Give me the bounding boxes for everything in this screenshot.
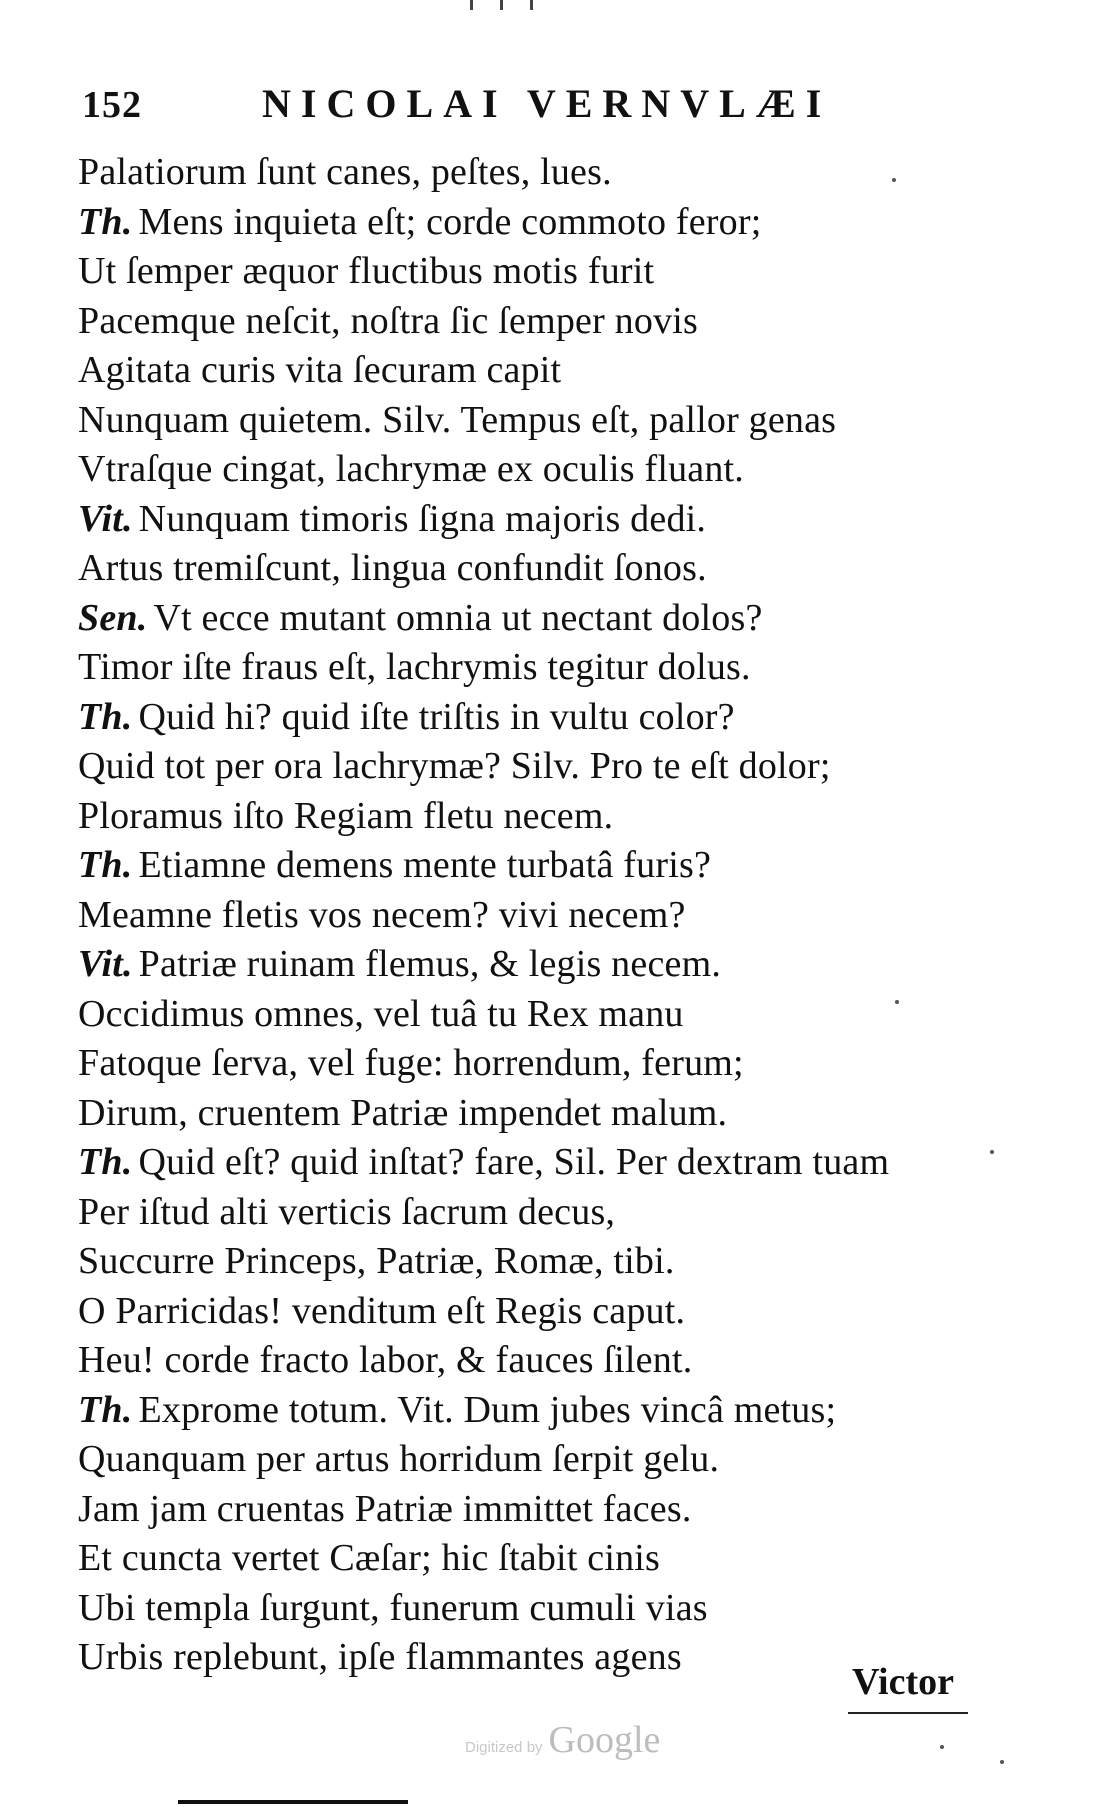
verse-line bbox=[78, 841, 1018, 891]
verse-line bbox=[78, 1237, 1018, 1287]
verse-text: Quanquam per artus horridum ſerpit gelu. bbox=[78, 1438, 720, 1480]
verse-text: Per iſtud alti verticis ſacrum decus, bbox=[78, 1190, 616, 1233]
verse-text: Nunquam quietem. Silv. Tempus eſt, pallor genas bbox=[78, 398, 837, 441]
bottom-edge-rule bbox=[178, 1800, 408, 1804]
verse-line bbox=[78, 148, 1018, 198]
verse-line bbox=[78, 643, 1018, 693]
verse-line bbox=[78, 940, 1018, 990]
speaker-label: Th. bbox=[78, 844, 133, 886]
speaker-label: Vit. bbox=[78, 943, 133, 985]
verse-line bbox=[78, 1386, 1018, 1436]
speaker-label: Vit. bbox=[78, 497, 133, 540]
verse-text: Ploramus iſto Regiam fletu necem. bbox=[78, 794, 614, 837]
speaker-label: Th. bbox=[78, 695, 133, 738]
verse-text: Quid hi? quid iſte triſtis in vultu color? bbox=[138, 695, 735, 738]
verse-text: Patriæ ruinam flemus, & legis necem. bbox=[138, 943, 722, 985]
verse-text: Palatiorum ſunt canes, peſtes, lues. bbox=[78, 151, 612, 193]
catchword-underline bbox=[848, 1712, 968, 1714]
verse-line bbox=[78, 1485, 1018, 1535]
verse-line bbox=[78, 346, 1018, 396]
verse-line bbox=[78, 198, 1018, 248]
verse-text: Heu! corde fracto labor, & fauces ſilent. bbox=[78, 1339, 693, 1381]
speaker-label: Th. bbox=[78, 200, 133, 243]
verse-line bbox=[78, 1287, 1018, 1337]
verse-line bbox=[78, 396, 1018, 446]
verse-text: Jam jam cruentas Patriæ immittet faces. bbox=[78, 1487, 692, 1530]
verse-line bbox=[78, 247, 1018, 297]
verse-text: Ubi templa ſurgunt, funerum cumuli vias bbox=[78, 1586, 708, 1629]
verse-text: Etiamne demens mente turbatâ furis? bbox=[138, 844, 712, 886]
verse-text: Fatoque ſerva, vel fuge: horrendum, ferum; bbox=[78, 1042, 744, 1084]
verse-line bbox=[78, 1534, 1018, 1584]
verse-text: Ut ſemper æquor fluctibus motis furit bbox=[78, 250, 655, 292]
verse-line bbox=[78, 297, 1018, 347]
verse-line bbox=[78, 1138, 1018, 1188]
verse-line bbox=[78, 1435, 1018, 1485]
verse-text: Occidimus omnes, vel tuâ tu Rex manu bbox=[78, 992, 684, 1035]
verse-line bbox=[78, 891, 1018, 941]
speaker-label: Th. bbox=[78, 1388, 133, 1431]
verse-text: Nunquam timoris ſigna majoris dedi. bbox=[138, 497, 707, 540]
verse-text: Pacemque neſcit, noſtra ſic ſemper novis bbox=[78, 299, 699, 342]
verse-line bbox=[78, 742, 1018, 792]
verse-line bbox=[78, 1336, 1018, 1386]
verse-text: Quid tot per ora lachrymæ? Silv. Pro te eſt dolor; bbox=[78, 745, 831, 787]
verse-line bbox=[78, 1039, 1018, 1089]
verse-text: Timor iſte fraus eſt, lachrymis tegitur dolus. bbox=[78, 646, 751, 688]
verse-text: Exprome totum. Vit. Dum jubes vincâ metus; bbox=[138, 1388, 837, 1431]
verse-line bbox=[78, 693, 1018, 743]
verse-text: Urbis replebunt, ipſe flammantes agens bbox=[78, 1636, 682, 1678]
verse-text: O Parricidas! venditum eſt Regis caput. bbox=[78, 1289, 686, 1332]
verse-line bbox=[78, 544, 1018, 594]
verse-line bbox=[78, 445, 1018, 495]
running-head: NICOLAI VERNVLÆI bbox=[262, 81, 832, 126]
verse-text: Meamne fletis vos necem? vivi necem? bbox=[78, 893, 686, 936]
verse-line bbox=[78, 1188, 1018, 1238]
verse-text: Vt ecce mutant omnia ut nectant dolos? bbox=[153, 596, 763, 639]
verse-text: Quid eſt? quid inſtat? fare, Sil. Per dextram tuam bbox=[138, 1141, 890, 1183]
verse-text: Vtraſque cingat, lachrymæ ex oculis fluant. bbox=[78, 448, 745, 490]
digitization-watermark bbox=[465, 1718, 660, 1762]
verse-text: Artus tremiſcunt, lingua confundit ſonos. bbox=[78, 547, 707, 589]
watermark-prefix: Digitized by bbox=[465, 1739, 543, 1756]
verse-text: Succurre Princeps, Patriæ, Romæ, tibi. bbox=[78, 1240, 675, 1282]
verse-line bbox=[78, 792, 1018, 842]
verse-line bbox=[78, 990, 1018, 1040]
speaker-label: Sen. bbox=[78, 596, 148, 639]
top-edge-marks bbox=[470, 0, 550, 14]
page-number: 152 bbox=[82, 84, 142, 126]
verse-line bbox=[78, 1089, 1018, 1139]
page-header bbox=[82, 80, 982, 130]
verse-text: Et cuncta vertet Cæſar; hic ſtabit cinis bbox=[78, 1537, 661, 1579]
verse-line bbox=[78, 594, 1018, 644]
verse-body bbox=[78, 148, 1018, 1683]
catchword: Victor bbox=[852, 1661, 954, 1703]
verse-text: Dirum, cruentem Patriæ impendet malum. bbox=[78, 1091, 728, 1134]
watermark-brand: Google bbox=[548, 1719, 661, 1761]
speaker-label: Th. bbox=[78, 1141, 133, 1183]
verse-line bbox=[78, 1584, 1018, 1634]
verse-text: Mens inquieta eſt; corde commoto feror; bbox=[138, 200, 762, 243]
verse-line bbox=[78, 495, 1018, 545]
verse-text: Agitata curis vita ſecuram capit bbox=[78, 349, 562, 391]
